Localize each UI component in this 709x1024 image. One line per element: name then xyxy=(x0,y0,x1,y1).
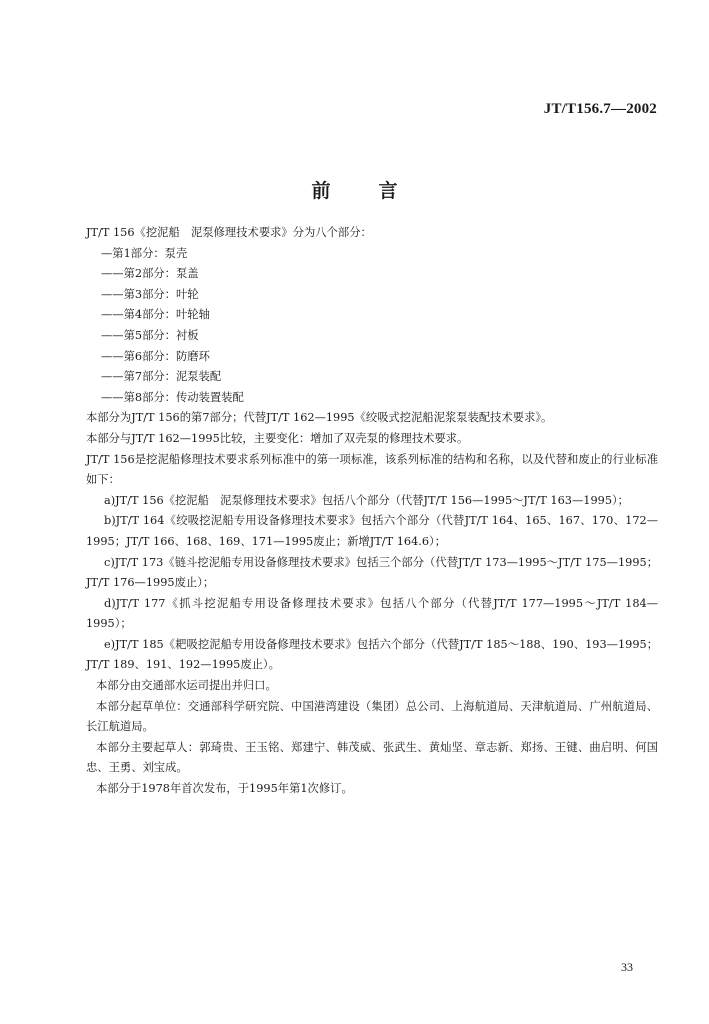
intro-paragraph: JT/T 156《挖泥船 泥泵修理技术要求》分为八个部分： xyxy=(86,226,372,239)
series-item-c: c)JT/T 173《链斗挖泥船专用设备修理技术要求》包括三个部分（代替JT/T 173—1995～JT/T 175—1995；JT/T 176—1995废止）； xyxy=(86,555,658,590)
changes-paragraph: 本部分与JT/T 162—1995比较，主要变化：增加了双壳泵的修理技术要求。 xyxy=(86,431,469,445)
standard-code: JT/T156.7—2002 xyxy=(543,101,657,117)
part-list-item: —第1部分：泵壳 xyxy=(101,246,188,260)
series-item-e: e)JT/T 185《耙吸挖泥船专用设备修理技术要求》包括六个部分（代替JT/T 185～188、190、193—1995；JT/T 189、191、192—1995废止）。 xyxy=(86,637,658,672)
series-item-a: a)JT/T 156《挖泥船 泥泵修理技术要求》包括八个部分（代替JT/T 156—1995～JT/T 163—1995）； xyxy=(104,493,629,507)
foreword-body xyxy=(86,223,658,800)
series-item-d: d)JT/T 177《抓斗挖泥船专用设备修理技术要求》包括八个部分（代替JT/T 177—1995～JT/T 184—1995）； xyxy=(86,596,658,631)
drafters-paragraph: 本部分主要起草人：郭琦贵、王玉铭、郑建宁、韩茂威、张武生、黄灿坚、章志新、郑扬、王键、曲启明、何国忠、王勇、刘宝成。 xyxy=(86,740,658,775)
part-list-item: ——第3部分：叶轮 xyxy=(101,287,199,301)
drafting-units-paragraph: 本部分起草单位：交通部科学研究院、中国港湾建设（集团）总公司、上海航道局、天津航道局、广州航道局、长江航道局。 xyxy=(86,699,658,734)
part-list-item: ——第2部分：泵盖 xyxy=(101,267,199,281)
part-list-item: ——第6部分：防磨环 xyxy=(101,349,210,363)
part-list-item: ——第7部分：泥泵装配 xyxy=(101,370,222,384)
replacement-paragraph: 本部分为JT/T 156的第7部分；代替JT/T 162—1995《绞吸式挖泥船泥浆泵装配技术要求》。 xyxy=(86,411,553,425)
part-list-item: ——第8部分：传动装置装配 xyxy=(101,390,244,404)
history-paragraph: 本部分于1978年首次发布，于1995年第1次修订。 xyxy=(96,782,353,796)
page-title: 前言 xyxy=(311,180,446,202)
series-item-b: b)JT/T 164《绞吸挖泥船专用设备修理技术要求》包括六个部分（代替JT/T 164、165、167、170、172—1995；JT/T 166、168、169、171—1995废止；新增JT/T 164.6）； xyxy=(86,514,658,548)
page-number: 33 xyxy=(621,960,633,974)
part-list-item: ——第4部分：叶轮轴 xyxy=(101,308,210,322)
proposal-paragraph: 本部分由交通部水运司提出并归口。 xyxy=(96,679,277,693)
series-paragraph: JT/T 156是挖泥船修理技术要求系列标准中的第一项标准，该系列标准的结构和名称，以及代替和废止的行业标准如下： xyxy=(86,452,658,487)
part-list-item: ——第5部分：衬板 xyxy=(101,328,199,342)
